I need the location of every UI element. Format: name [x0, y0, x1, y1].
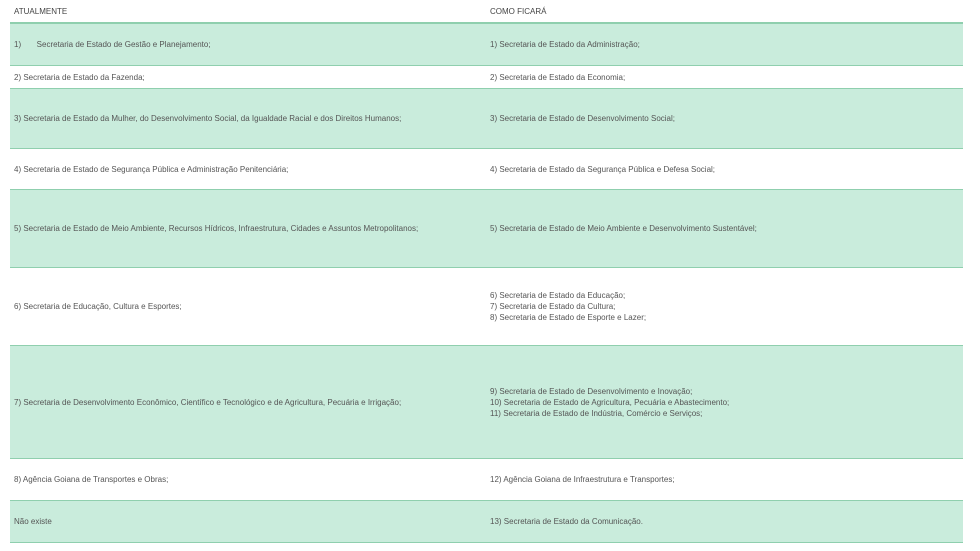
current-text: 4) Secretaria de Estado de Segurança Pública e Administração Penitenciária;: [14, 164, 289, 174]
future-cell: [486, 386, 963, 419]
future-cell: [486, 39, 963, 50]
future-cell: [486, 164, 963, 175]
current-text: 3) Secretaria de Estado da Mulher, do Desenvolvimento Social, da Igualdade Racial e dos Direitos Humanos;: [14, 114, 402, 123]
future-text: 9) Secretaria de Estado de Desenvolvimento e Inovação;: [490, 386, 693, 396]
current-cell: [10, 39, 486, 50]
current-cell: [10, 397, 486, 408]
table-header: [10, 0, 963, 24]
table-row: [10, 149, 963, 190]
table-row: [10, 89, 963, 149]
header-future: COMO FICARÁ: [490, 6, 547, 16]
table-row: [10, 190, 963, 268]
future-cell: [486, 223, 963, 234]
current-text: 8) Agência Goiana de Transportes e Obras;: [14, 475, 169, 484]
current-cell: [10, 164, 486, 175]
current-text: 6) Secretaria de Educação, Cultura e Esportes;: [14, 302, 182, 311]
header-current: ATUALMENTE: [14, 6, 68, 16]
table-row: [10, 24, 963, 66]
current-cell: [10, 223, 486, 234]
table-row: [10, 66, 963, 89]
current-cell: [10, 474, 486, 485]
current-text: 1) Secretaria de Estado de Gestão e Planejamento;: [14, 40, 211, 49]
future-text: 8) Secretaria de Estado de Esporte e Lazer;: [490, 313, 647, 322]
table-row: [10, 346, 963, 459]
future-cell: [486, 516, 963, 527]
current-cell: [10, 516, 486, 527]
future-text: 12) Agência Goiana de Infraestrutura e Transportes;: [490, 475, 675, 484]
comparison-table: [10, 0, 963, 543]
future-text: 4) Secretaria de Estado da Segurança Pública e Defesa Social;: [490, 164, 716, 174]
current-cell: [10, 72, 486, 83]
current-cell: [10, 113, 486, 124]
future-cell: [486, 113, 963, 124]
current-text: 2) Secretaria de Estado da Fazenda;: [14, 72, 145, 82]
table-row: [10, 459, 963, 501]
future-cell: [486, 474, 963, 485]
future-text: 7) Secretaria de Estado da Cultura;: [490, 302, 616, 311]
future-text: 6) Secretaria de Estado da Educação;: [490, 291, 626, 300]
future-text: 11) Secretaria de Estado de Indústria, Comércio e Serviços;: [490, 408, 703, 418]
future-text: 5) Secretaria de Estado de Meio Ambiente e Desenvolvimento Sustentável;: [490, 224, 757, 233]
future-text: 13) Secretaria de Estado da Comunicação.: [490, 517, 643, 526]
current-text: 7) Secretaria de Desenvolvimento Econômico, Científico e Tecnológico e de Agricultura, Pecuária e Irrigação;: [14, 397, 402, 407]
table-row: [10, 501, 963, 543]
table-row: [10, 268, 963, 346]
future-cell: [486, 72, 963, 83]
future-text: 2) Secretaria de Estado da Economia;: [490, 72, 626, 82]
future-cell: [486, 290, 963, 323]
future-text: 10) Secretaria de Estado de Agricultura, Pecuária e Abastecimento;: [490, 397, 730, 407]
current-text: Não existe: [14, 517, 52, 526]
future-text: 3) Secretaria de Estado de Desenvolvimento Social;: [490, 114, 675, 123]
current-text: 5) Secretaria de Estado de Meio Ambiente, Recursos Hídricos, Infraestrutura, Cidades e Assuntos Metropolitanos;: [14, 224, 419, 233]
current-cell: [10, 301, 486, 312]
future-text: 1) Secretaria de Estado da Administração;: [490, 40, 640, 49]
